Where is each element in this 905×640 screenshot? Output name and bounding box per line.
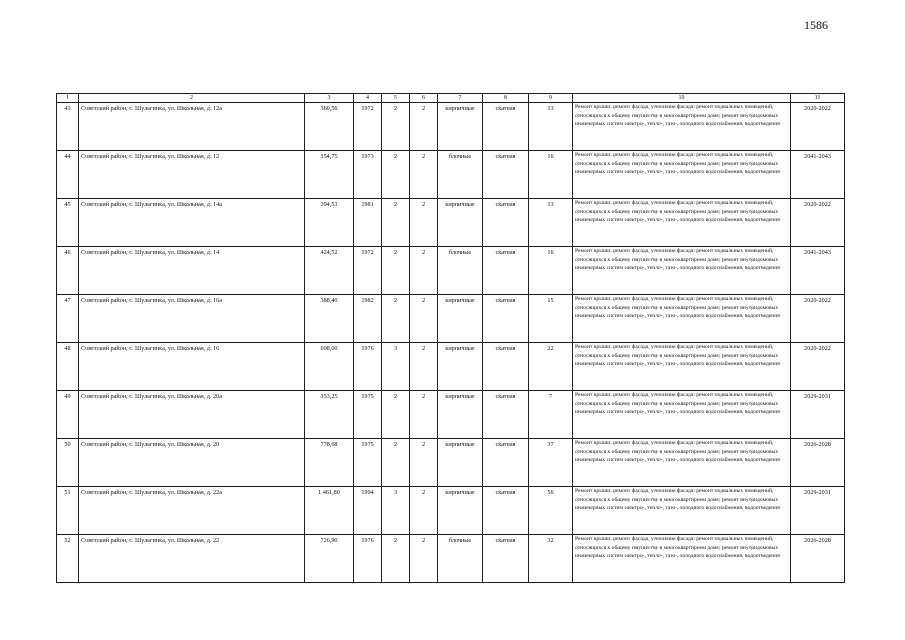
wall-material-cell: блочные (438, 535, 483, 583)
area-cell: 360,56 (305, 103, 354, 151)
column-9-cell: 56 (529, 487, 573, 535)
page-number: 1586 (804, 18, 828, 32)
column-9-cell: 13 (529, 103, 573, 151)
repair-period-cell: 2041-2043 (791, 151, 845, 199)
repair-period-cell: 2020-2022 (791, 199, 845, 247)
table-row (57, 151, 845, 199)
column-number-cell: 8 (483, 94, 529, 103)
table-row (57, 487, 845, 535)
column-number-cell: 10 (573, 94, 791, 103)
repair-works-cell: Ремонт крыши; ремонт фасада, утепление фасада; ремонт подвальных помещений, относящихся к общему имуществу в многоквартирном доме; ремонт внутридомовых инженерных систем электро-, тепло-, газо-, холодного водоснабжения, водоотведения (573, 391, 791, 439)
year-cell: 1976 (354, 535, 382, 583)
area-cell: 1 461,80 (305, 487, 354, 535)
area-cell: 394,53 (305, 199, 354, 247)
housing-repair-table (56, 93, 845, 583)
address-cell: Советский район, с. Шульгинка, ул. Школьная, д. 14а (79, 199, 305, 247)
column-5-cell: 2 (382, 391, 410, 439)
year-cell: 1972 (354, 247, 382, 295)
year-cell: 1973 (354, 151, 382, 199)
repair-works-cell: Ремонт крыши; ремонт фасада, утепление фасада; ремонт подвальных помещений, относящихся к общему имуществу в многоквартирном доме; ремонт внутридомовых инженерных систем электро-, тепло-, газо-, холодного водоснабжения, водоотведения (573, 103, 791, 151)
repair-period-cell: 2020-2022 (791, 343, 845, 391)
column-5-cell: 2 (382, 535, 410, 583)
table-row (57, 103, 845, 151)
wall-material-cell: кирпичные (438, 103, 483, 151)
area-cell: 778,68 (305, 439, 354, 487)
column-number-cell: 6 (410, 94, 438, 103)
table-row (57, 295, 845, 343)
row-number-cell: 50 (57, 439, 79, 487)
header-row (57, 94, 845, 103)
area-cell: 353,25 (305, 391, 354, 439)
column-6-cell: 2 (410, 247, 438, 295)
row-number-cell: 46 (57, 247, 79, 295)
repair-works-cell: Ремонт крыши; ремонт фасада, утепление фасада; ремонт подвальных помещений, относящихся к общему имуществу в многоквартирном доме; ремонт внутридомовых инженерных систем электро-, тепло-, газо-, холодного водоснабжения, водоотведения (573, 199, 791, 247)
wall-material-cell: блочные (438, 247, 483, 295)
roof-type-cell: скатная (483, 103, 529, 151)
column-6-cell: 2 (410, 391, 438, 439)
column-6-cell: 2 (410, 199, 438, 247)
roof-type-cell: скатная (483, 535, 529, 583)
column-5-cell: 2 (382, 103, 410, 151)
column-number-cell: 3 (305, 94, 354, 103)
wall-material-cell: блочные (438, 151, 483, 199)
repair-period-cell: 2029-2031 (791, 487, 845, 535)
repair-period-cell: 2026-2028 (791, 535, 845, 583)
address-cell: Советский район, с. Шульгинка, ул. Школьная, д. 12 (79, 151, 305, 199)
area-cell: 424,52 (305, 247, 354, 295)
year-cell: 1994 (354, 487, 382, 535)
row-number-cell: 45 (57, 199, 79, 247)
column-number-cell: 4 (354, 94, 382, 103)
year-cell: 1972 (354, 103, 382, 151)
column-5-cell: 2 (382, 151, 410, 199)
column-6-cell: 2 (410, 103, 438, 151)
column-9-cell: 7 (529, 391, 573, 439)
address-cell: Советский район, с. Шульгинка, ул. Школьная, д. 20 (79, 439, 305, 487)
column-6-cell: 2 (410, 535, 438, 583)
wall-material-cell: кирпичные (438, 199, 483, 247)
roof-type-cell: скатная (483, 295, 529, 343)
roof-type-cell: скатная (483, 151, 529, 199)
address-cell: Советский район, с. Шульгинка, ул. Школьная, д. 16 (79, 343, 305, 391)
column-9-cell: 16 (529, 151, 573, 199)
wall-material-cell: кирпичные (438, 439, 483, 487)
wall-material-cell: кирпичные (438, 343, 483, 391)
row-number-cell: 51 (57, 487, 79, 535)
area-cell: 726,90 (305, 535, 354, 583)
year-cell: 1975 (354, 439, 382, 487)
column-number-cell: 5 (382, 94, 410, 103)
wall-material-cell: кирпичные (438, 487, 483, 535)
column-5-cell: 2 (382, 295, 410, 343)
column-9-cell: 22 (529, 343, 573, 391)
roof-type-cell: скатная (483, 439, 529, 487)
repair-works-cell: Ремонт крыши; ремонт фасада, утепление фасада; ремонт подвальных помещений, относящихся к общему имуществу в многоквартирном доме; ремонт внутридомовых инженерных систем электро-, тепло-, газо-, холодного водоснабжения, водоотведения (573, 487, 791, 535)
table-row (57, 247, 845, 295)
roof-type-cell: скатная (483, 199, 529, 247)
area-cell: 354,75 (305, 151, 354, 199)
year-cell: 1982 (354, 295, 382, 343)
column-number-cell: 7 (438, 94, 483, 103)
repair-works-cell: Ремонт крыши; ремонт фасада, утепление фасада; ремонт подвальных помещений, относящихся к общему имуществу в многоквартирном доме; ремонт внутридомовых инженерных систем электро-, тепло-, газо-, холодного водоснабжения, водоотведения (573, 343, 791, 391)
column-number-cell: 1 (57, 94, 79, 103)
row-number-cell: 44 (57, 151, 79, 199)
table-row (57, 343, 845, 391)
repair-period-cell: 2020-2022 (791, 103, 845, 151)
address-cell: Советский район, с. Шульгинка, ул. Школьная, д. 14 (79, 247, 305, 295)
column-5-cell: 2 (382, 199, 410, 247)
address-cell: Советский район, с. Шульгинка, ул. Школьная, д. 20а (79, 391, 305, 439)
table-row (57, 199, 845, 247)
year-cell: 1975 (354, 391, 382, 439)
column-number-cell: 2 (79, 94, 305, 103)
roof-type-cell: скатная (483, 343, 529, 391)
year-cell: 1981 (354, 199, 382, 247)
column-9-cell: 16 (529, 247, 573, 295)
roof-type-cell: скатная (483, 247, 529, 295)
roof-type-cell: скатная (483, 391, 529, 439)
column-9-cell: 13 (529, 199, 573, 247)
wall-material-cell: кирпичные (438, 391, 483, 439)
table-row (57, 535, 845, 583)
repair-period-cell: 2041-2043 (791, 247, 845, 295)
area-cell: 698,00 (305, 343, 354, 391)
year-cell: 1976 (354, 343, 382, 391)
row-number-cell: 47 (57, 295, 79, 343)
column-5-cell: 2 (382, 439, 410, 487)
repair-works-cell: Ремонт крыши; ремонт фасада, утепление фасада; ремонт подвальных помещений, относящихся к общему имуществу в многоквартирном доме; ремонт внутридомовых инженерных систем электро-, тепло-, газо-, холодного водоснабжения, водоотведения (573, 151, 791, 199)
column-6-cell: 2 (410, 343, 438, 391)
column-6-cell: 2 (410, 151, 438, 199)
row-number-cell: 43 (57, 103, 79, 151)
roof-type-cell: скатная (483, 487, 529, 535)
table-row (57, 439, 845, 487)
column-6-cell: 2 (410, 295, 438, 343)
repair-works-cell: Ремонт крыши; ремонт фасада, утепление фасада; ремонт подвальных помещений, относящихся к общему имуществу в многоквартирном доме; ремонт внутридомовых инженерных систем электро-, тепло-, газо-, холодного водоснабжения, водоотведения (573, 295, 791, 343)
column-5-cell: 3 (382, 343, 410, 391)
column-number-cell: 9 (529, 94, 573, 103)
address-cell: Советский район, с. Шульгинка, ул. Школьная, д. 16а (79, 295, 305, 343)
repair-works-cell: Ремонт крыши; ремонт фасада, утепление фасада; ремонт подвальных помещений, относящихся к общему имуществу в многоквартирном доме; ремонт внутридомовых инженерных систем электро-, тепло-, газо-, холодного водоснабжения, водоотведения (573, 247, 791, 295)
column-9-cell: 15 (529, 295, 573, 343)
column-9-cell: 37 (529, 439, 573, 487)
repair-period-cell: 2026-2028 (791, 439, 845, 487)
address-cell: Советский район, с. Шульгинка, ул. Школьная, д. 12а (79, 103, 305, 151)
repair-works-cell: Ремонт крыши; ремонт фасада, утепление фасада; ремонт подвальных помещений, относящихся к общему имуществу в многоквартирном доме; ремонт внутридомовых инженерных систем электро-, тепло-, газо-, холодного водоснабжения, водоотведения (573, 535, 791, 583)
repair-period-cell: 2029-2031 (791, 391, 845, 439)
table-row (57, 391, 845, 439)
repair-period-cell: 2020-2022 (791, 295, 845, 343)
address-cell: Советский район, с. Шульгинка, ул. Школьная, д. 22а (79, 487, 305, 535)
column-6-cell: 2 (410, 439, 438, 487)
address-cell: Советский район, с. Шульгинка, ул. Школьная, д. 22 (79, 535, 305, 583)
row-number-cell: 48 (57, 343, 79, 391)
column-5-cell: 3 (382, 487, 410, 535)
column-number-cell: 11 (791, 94, 845, 103)
wall-material-cell: кирпичные (438, 295, 483, 343)
row-number-cell: 49 (57, 391, 79, 439)
column-9-cell: 32 (529, 535, 573, 583)
repair-works-cell: Ремонт крыши; ремонт фасада, утепление фасада; ремонт подвальных помещений, относящихся к общему имуществу в многоквартирном доме; ремонт внутридомовых инженерных систем электро-, тепло-, газо-, холодного водоснабжения, водоотведения (573, 439, 791, 487)
area-cell: 388,40 (305, 295, 354, 343)
column-6-cell: 2 (410, 487, 438, 535)
row-number-cell: 52 (57, 535, 79, 583)
column-5-cell: 2 (382, 247, 410, 295)
